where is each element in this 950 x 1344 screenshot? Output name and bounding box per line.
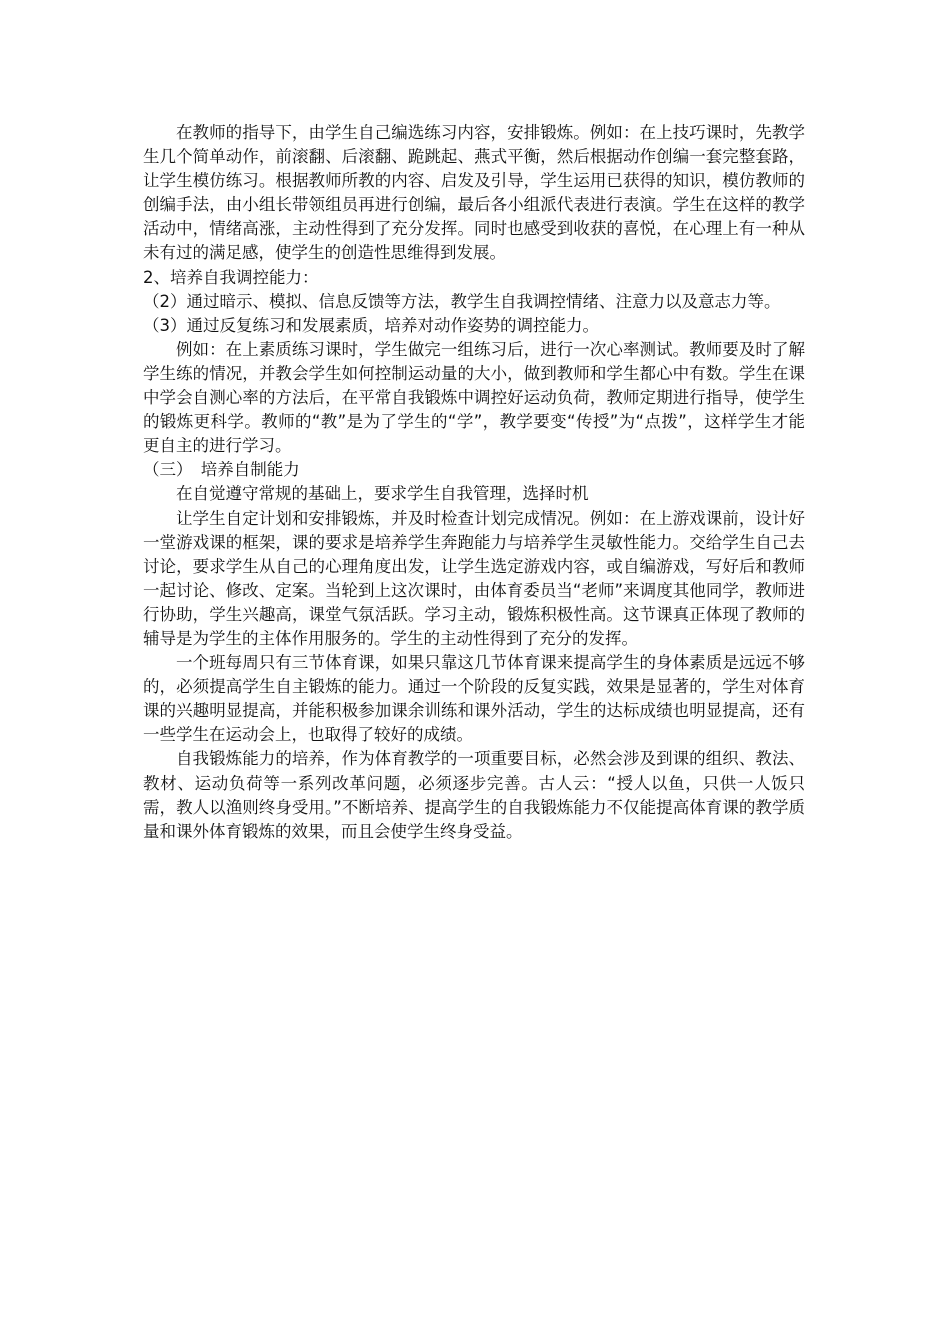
heading-self-regulation: 2、培养自我调控能力： <box>143 267 319 287</box>
paragraph-game-lesson-example: 让学生自定计划和安排锻炼，并及时检查计划完成情况。例如：在上游戏课前，设计好一堂游戏课的框架，课的要求是培养学生奔跑能力与培养学生灵敏性能力。交给学生自己去讨论，要求学生从自己的心理角度出发，让学生选定游戏内容，或自编游戏，写好后和教师一起讨论、修改、定案。当轮到上这次课时，由体育委员当“老师”来调度其他同学，教师进行协助，学生兴趣高，课堂气氛活跃。学习主动，锻炼积极性高。这节课真正体现了教师的辅导是为学生的主体作用服务的。学生的主动性得到了充分的发挥。 <box>143 508 805 648</box>
paragraph-self-designed-practice: 在教师的指导下，由学生自己编选练习内容，安排锻炼。例如：在上技巧课时，先教学生几个简单动作，前滚翻、后滚翻、跪跳起、燕式平衡，然后根据动作创编一套完整套路，让学生模仿练习。根据教师所教的内容、启发及引导，学生运用已获得的知识，模仿教师的创编手法，由小组长带领组员再进行创编，最后各小组派代表进行表演。学生在这样的教学活动中，情绪高涨，主动性得到了充分发挥。同时也感受到收获的喜悦，在心理上有一种从未有过的满足感，使学生的创造性思维得到发展。 <box>143 123 805 263</box>
document-body <box>143 121 805 844</box>
list-item-2: （2）通过暗示、模拟、信息反馈等方法，教学生自我调控情绪、注意力以及意志力等。 <box>143 291 781 311</box>
paragraph-self-management: 在自觉遵守常规的基础上，要求学生自我管理，选择时机 <box>176 484 589 504</box>
list-item-3: （3）通过反复练习和发展素质，培养对动作姿势的调控能力。 <box>143 315 599 335</box>
heading-self-control: （三） 培养自制能力 <box>143 460 300 480</box>
paragraph-conclusion: 自我锻炼能力的培养，作为体育教学的一项重要目标，必然会涉及到课的组织、教法、教材、运动负荷等一系列改革问题，必须逐步完善。古人云：“授人以鱼，只供一人饭只需，教人以渔则终身受用。”不断培养、提高学生的自我锻炼能力不仅能提高体育课的教学质量和课外体育锻炼的效果，而且会使学生终身受益。 <box>143 749 805 841</box>
paragraph-heart-rate-example: 例如：在上素质练习课时，学生做完一组练习后，进行一次心率测试。教师要及时了解学生练的情况，并教会学生如何控制运动量的大小，做到教师和学生都心中有数。学生在课中学会自测心率的方法后，在平常自我锻炼中调控好运动负荷，教师定期进行指导，使学生的锻炼更科学。教师的“教”是为了学生的“学”，教学要变“传授”为“点拨”，这样学生才能更自主的进行学习。 <box>143 339 805 456</box>
paragraph-weekly-pe-classes: 一个班每周只有三节体育课，如果只靠这几节体育课来提高学生的身体素质是远远不够的，必须提高学生自主锻炼的能力。通过一个阶段的反复实践，效果是显著的，学生对体育课的兴趣明显提高，并能积极参加课余训练和课外活动，学生的达标成绩也明显提高，还有一些学生在运动会上，也取得了较好的成绩。 <box>143 653 805 745</box>
